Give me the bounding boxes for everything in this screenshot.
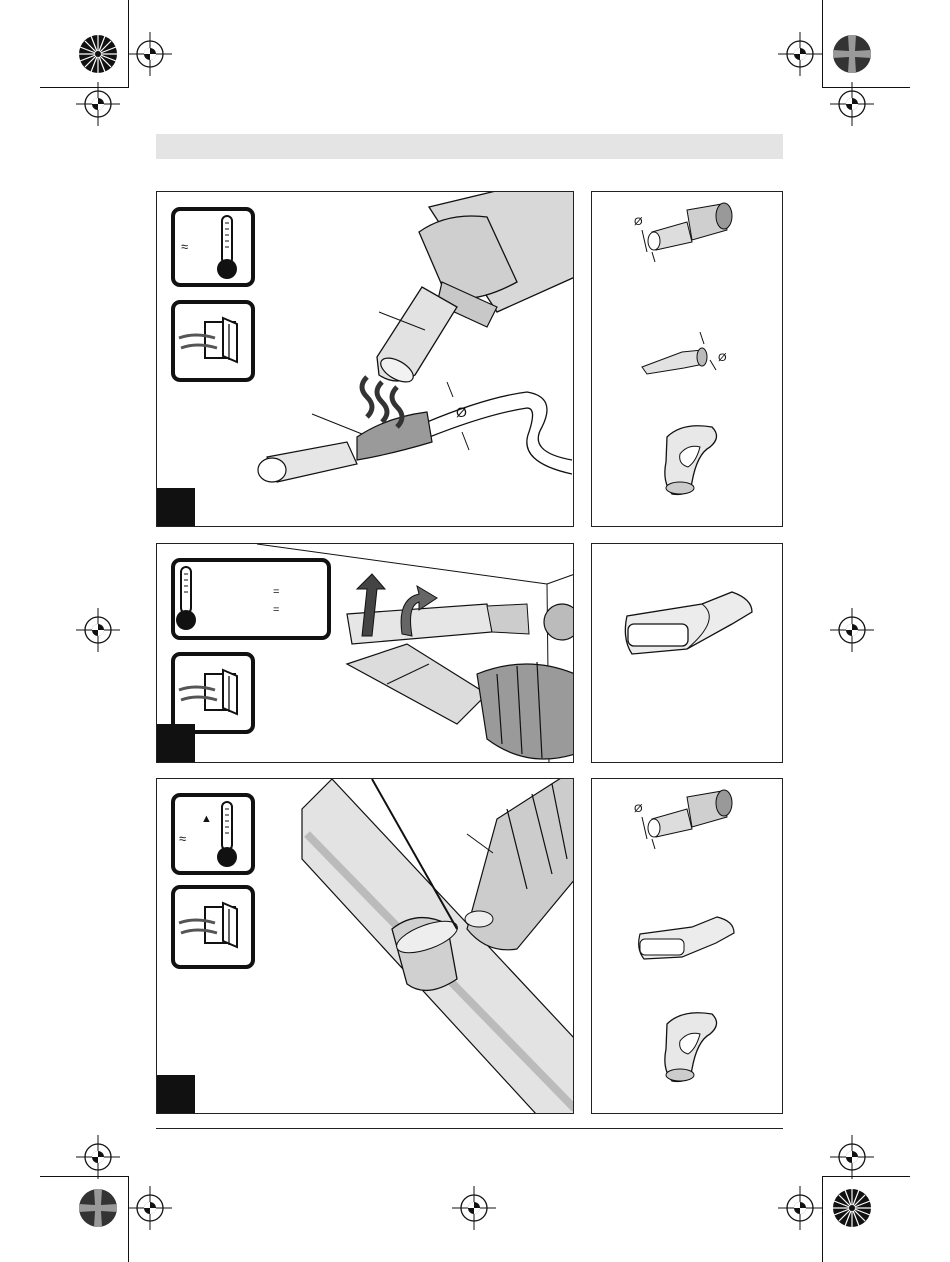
figure-shrinking [156, 191, 574, 527]
attachments-thawing [591, 543, 783, 763]
spoon-nozzle-icon [665, 426, 717, 495]
attachments-shrinking [591, 191, 783, 527]
ventilated-window-icon [175, 304, 251, 378]
reflector-nozzle-icon [642, 790, 732, 849]
approx-symbol: ≈ [181, 239, 189, 254]
flat-nozzle-icon [639, 917, 734, 959]
figure-number-box [157, 488, 195, 526]
flat-nozzle-icon [592, 544, 783, 763]
thermometer-icon [175, 562, 251, 636]
thermometer-icon [175, 797, 251, 871]
approx-symbol: ≈ [179, 831, 187, 846]
figure-number-box [157, 1075, 195, 1113]
ventilation-icon-box [171, 300, 255, 382]
temperature-settings-box [171, 558, 331, 640]
figure-soldering [156, 778, 574, 1114]
attachment-drawings [592, 779, 783, 1114]
ventilated-window-icon [175, 656, 251, 730]
diameter-symbol: Ø [634, 803, 643, 815]
reflector-nozzle-icon [642, 203, 732, 262]
diameter-symbol: Ø [718, 352, 727, 364]
figure-number-box [157, 724, 195, 762]
diameter-symbol: Ø [456, 404, 467, 420]
figure-thawing [156, 543, 574, 763]
thermometer-icon [175, 211, 251, 283]
ventilation-icon-box [171, 885, 255, 969]
temperature-icon-box [171, 793, 255, 875]
glass-protection-nozzle-icon [642, 332, 716, 374]
ventilation-icon-box [171, 652, 255, 734]
up-symbol: ▲ [201, 813, 212, 825]
temperature-icon-box [171, 207, 255, 287]
spoon-nozzle-icon [665, 1013, 717, 1082]
attachment-drawings [592, 192, 783, 527]
ventilated-window-icon [175, 889, 251, 963]
equals-symbol: = [273, 604, 280, 616]
equals-symbol: = [273, 586, 280, 598]
attachments-soldering [591, 778, 783, 1114]
diameter-symbol: Ø [634, 216, 643, 228]
footer-rule [156, 1128, 783, 1129]
